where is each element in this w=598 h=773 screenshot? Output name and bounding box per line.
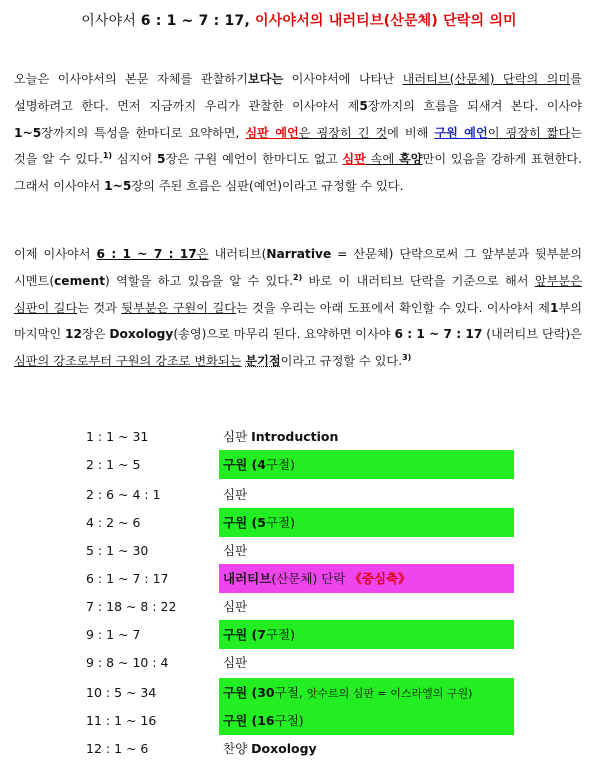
p1-underlined: 속에: [365, 152, 399, 167]
p2-underlined: 심판의 강조로부터 구원의 강조로 변화되는: [14, 354, 242, 369]
p1-text: 장까지의 흐름을 되새겨 본다. 이사야: [367, 98, 583, 113]
p1-underlined: 내러티브(산문체) 단락의 의미: [402, 72, 571, 86]
table-row: [0, 422, 598, 451]
row-verse-count: (5: [247, 515, 266, 530]
p2-text: 부의 마지막인: [14, 300, 582, 342]
p2-text: (내러티브 단락)은: [482, 327, 583, 342]
row-label: 심판: [223, 655, 248, 670]
p2-text: 이라고 규정할 수 있다.: [280, 354, 403, 369]
table-row: [0, 620, 598, 649]
title-reference: 6 : 1 ~ 7 : 17: [140, 13, 245, 29]
structure-table: [0, 420, 598, 770]
row-reference: 9 : 8 ~ 10 : 4: [86, 655, 169, 670]
p2-bold: Doxology: [109, 327, 174, 342]
p1-text: 심지어: [112, 152, 157, 167]
p2-bold: Narrative: [266, 247, 332, 261]
table-row: [0, 678, 598, 707]
title-comma: ,: [244, 13, 256, 29]
paragraph-1: [14, 66, 582, 200]
p1-underlined: 이 굉장히 짧다: [487, 125, 571, 140]
table-row: [0, 648, 598, 677]
row-label: (산문체) 단락: [271, 571, 350, 586]
row-reference: 10 : 5 ~ 34: [86, 685, 157, 700]
p1-text: 는 것을 알 수 있다.: [14, 125, 583, 167]
row-verse-count: (30: [247, 685, 275, 700]
row-description: [219, 536, 514, 565]
row-reference: 2 : 1 ~ 5: [86, 457, 141, 472]
title-book: 이사야서의: [255, 13, 329, 29]
table-row: [0, 706, 598, 735]
row-description-salvation: [219, 678, 514, 707]
p1-bold: 1~5: [104, 179, 132, 194]
footnote-3[interactable]: 3): [402, 353, 412, 363]
row-description: [219, 648, 514, 677]
page-title: [0, 10, 598, 30]
p1-bold: 1~5: [14, 125, 42, 140]
row-reference: 12 : 1 ~ 6: [86, 741, 149, 756]
p1-blue-salvation: 구원 예언: [434, 125, 488, 140]
p2-underlined: 은: [196, 247, 209, 261]
table-row: [0, 480, 598, 509]
row-verse-unit: 구절,: [274, 685, 307, 700]
row-verse-unit: 구절): [265, 627, 295, 642]
p1-bold: 5: [156, 152, 166, 167]
p1-underlined: 은 굉장히 긴 것: [298, 125, 388, 140]
p1-bold: 보다는: [247, 72, 284, 86]
row-description: [219, 734, 514, 763]
row-description-salvation: [219, 508, 514, 537]
title-tail: 단락의 의미: [438, 13, 517, 29]
table-row: [0, 536, 598, 565]
footnote-2[interactable]: 2): [292, 272, 303, 282]
p2-reference: 6 : 1 ~ 7 : 17: [96, 247, 197, 261]
p2-bold: 1: [549, 300, 559, 315]
row-label: 심판: [223, 429, 252, 444]
row-reference: 6 : 1 ~ 7 : 17: [86, 571, 169, 586]
p1-text: 에 비해: [387, 125, 435, 140]
row-reference: 11 : 1 ~ 16: [86, 713, 157, 728]
table-row: [0, 450, 598, 479]
p1-text: 이사야서에 나타난: [283, 72, 403, 86]
row-label-bold: 구원: [223, 457, 248, 472]
p1-text: 장의 주된 흐름은 심판(예언)이라고 규정할 수 있다.: [131, 179, 404, 194]
row-reference: 9 : 1 ~ 7: [86, 627, 141, 642]
p2-text: 바로 이 내러티브 단락을 기준으로 해서: [302, 273, 535, 288]
row-verse-unit: 구절): [265, 515, 295, 530]
p2-text: = 산문체: [331, 247, 389, 261]
row-verse-count: (7: [247, 627, 266, 642]
row-label-bold: Doxology: [251, 741, 317, 756]
row-description-salvation: [219, 706, 514, 735]
row-note: 앗수르의 심판 = 이스라엘의 구원): [306, 687, 473, 700]
table-row: [0, 564, 598, 593]
p1-text: 장까지의 특성을 한마디로 요약하면,: [41, 125, 246, 140]
row-center-axis: 《중심축》: [349, 571, 411, 586]
p2-bold: 12: [64, 327, 82, 342]
p2-text: (송영)으로 마무리 된다. 요약하면 이사야: [173, 327, 395, 342]
row-verse-count: (16: [247, 713, 275, 728]
p1-red-judgment: 심판 예언: [245, 125, 299, 140]
p2-text: ) 역할을 하고 있음을 알 수 있다.: [105, 273, 293, 288]
p2-underlined: 뒷부분은 구원이 길다: [121, 300, 236, 315]
p1-text: 만이 있음을 강하게 표현한다. 그래서 이사야서: [14, 152, 583, 194]
title-narrative: 내러티브(산문체): [328, 13, 438, 29]
p1-bold: 5: [359, 98, 368, 113]
row-description-salvation: [219, 620, 514, 649]
footnote-1[interactable]: 1): [102, 151, 113, 161]
table-row: [0, 592, 598, 621]
p1-text: 장은 구원 예언이 한마디도 없고: [165, 152, 343, 167]
p1-red-judgment: 심판: [342, 152, 366, 167]
row-label: 찬양: [223, 741, 252, 756]
row-label-bold: 구원: [223, 685, 248, 700]
p1-text: 를 설명하려고 한다. 먼저 지금까지 우리가 관찰한 이사야서 제: [14, 72, 582, 113]
row-reference: 4 : 2 ~ 6: [86, 515, 141, 530]
p1-bold-underlined: 혹양: [399, 152, 423, 167]
p2-underlined: 앞부분은 심판이 길다: [14, 273, 582, 315]
p2-text: 이제 이사야서: [14, 247, 97, 261]
row-label-bold: 구원: [223, 515, 248, 530]
p2-text: ) 단락으로써 그 앞부분과 뒷부분의 시멘트(: [14, 247, 583, 288]
row-label-bold: 구원: [223, 627, 248, 642]
row-label: 심판: [223, 599, 248, 614]
row-verse-count: (4: [247, 457, 266, 472]
row-label-bold: Introduction: [251, 429, 339, 444]
table-row: [0, 508, 598, 537]
row-description: [219, 422, 514, 451]
p2-text: 내러티브(: [208, 247, 267, 261]
row-reference: 7 : 18 ~ 8 : 22: [86, 599, 177, 614]
row-reference: 5 : 1 ~ 30: [86, 543, 149, 558]
row-reference: 2 : 6 ~ 4 : 1: [86, 487, 161, 502]
row-label-bold: 내러티브: [223, 571, 272, 586]
row-reference: 1 : 1 ~ 31: [86, 429, 149, 444]
row-description-salvation: [219, 450, 514, 479]
table-row: [0, 734, 598, 763]
p2-bold-dotted: 분기점: [245, 354, 281, 369]
paragraph-2: [14, 241, 582, 375]
title-prefix: 이사야서: [81, 13, 141, 29]
p2-text: 장은: [81, 327, 110, 342]
p1-text: 오늘은 이사야서의 본문 자체를 관찰하기: [14, 72, 248, 86]
p2-reference: 6 : 1 ~ 7 : 17: [394, 327, 483, 342]
row-label-bold: 구원: [223, 713, 248, 728]
row-verse-unit: 구절): [274, 713, 304, 728]
p2-bold: cement: [54, 273, 106, 288]
row-label: 심판: [223, 543, 248, 558]
row-label: 심판: [223, 487, 248, 502]
row-verse-unit: 구절): [265, 457, 295, 472]
p2-text: 는 것을 우리는 아래 도표에서 확인할 수 있다. 이사야서 제: [236, 300, 550, 315]
row-description: [219, 480, 514, 509]
p2-text: 는 것과: [77, 300, 122, 315]
row-description: [219, 592, 514, 621]
row-description-narrative: [219, 564, 514, 593]
